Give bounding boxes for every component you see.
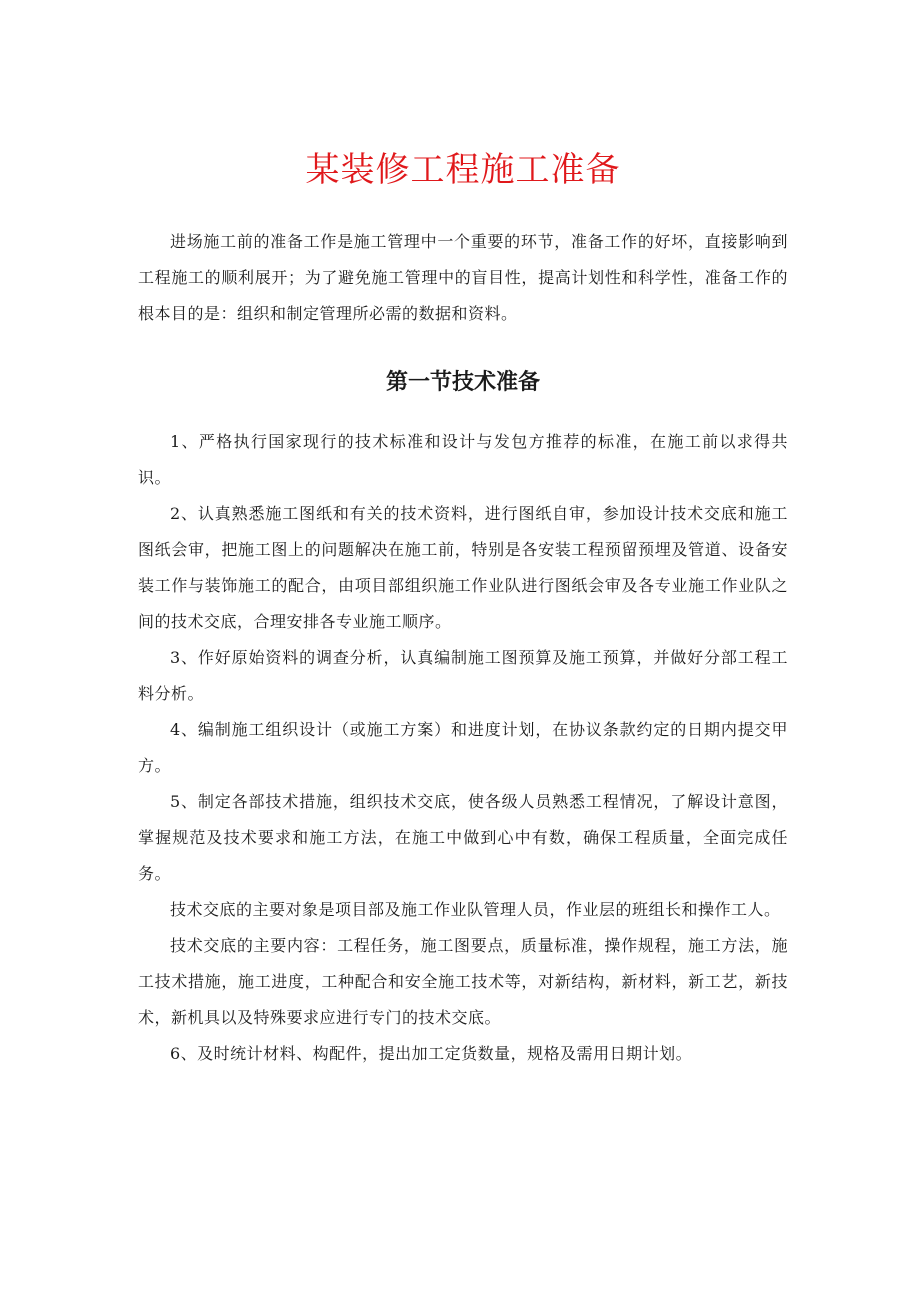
paragraph-disclosure-target: 技术交底的主要对象是项目部及施工作业队管理人员，作业层的班组长和操作工人。: [170, 900, 781, 919]
paragraph-item-1: 1、严格执行国家现行的技术标准和设计与发包方推荐的标准，在施工前以求得共识。: [138, 432, 788, 487]
intro-paragraph: 进场施工前的准备工作是施工管理中一个重要的环节，准备工作的好坏，直接影响到工程施工的顺利展开；为了避免施工管理中的盲目性，提高计划性和科学性，准备工作的根本目的是：组织和制定管理所必需的数据和资料。: [138, 232, 788, 323]
document-title: 某装修工程施工准备: [305, 150, 621, 190]
paragraph-item-5: 5、制定各部技术措施，组织技术交底，使各级人员熟悉工程情况，了解设计意图，掌握规范及技术要求和施工方法，在施工中做到心中有数，确保工程质量，全面完成任务。: [138, 792, 788, 883]
paragraph-item-2: 2、认真熟悉施工图纸和有关的技术资料，进行图纸自审，参加设计技术交底和施工图纸会审，把施工图上的问题解决在施工前，特别是各安装工程预留预埋及管道、设备安装工作与装饰施工的配合，由项目部组织施工作业队进行图纸会审及各专业施工作业队之间的技术交底，合理安排各专业施工顺序。: [138, 504, 788, 631]
paragraph-item-3: 3、作好原始资料的调查分析，认真编制施工图预算及施工预算，并做好分部工程工料分析。: [138, 648, 788, 703]
section-body: [138, 424, 788, 1072]
paragraph-disclosure-content: 技术交底的主要内容：工程任务，施工图要点，质量标准，操作规程，施工方法，施工技术措施，施工进度，工种配合和安全施工技术等，对新结构，新材料，新工艺，新技术，新机具以及特殊要求应进行专门的技术交底。: [138, 936, 788, 1027]
paragraph-item-4: 4、编制施工组织设计（或施工方案）和进度计划，在协议条款约定的日期内提交甲方。: [138, 720, 788, 775]
section-heading: 第一节技术准备: [385, 369, 540, 395]
paragraph-item-6: 6、及时统计材料、构配件，提出加工定货数量，规格及需用日期计划。: [170, 1044, 693, 1063]
intro-section: [138, 224, 788, 332]
